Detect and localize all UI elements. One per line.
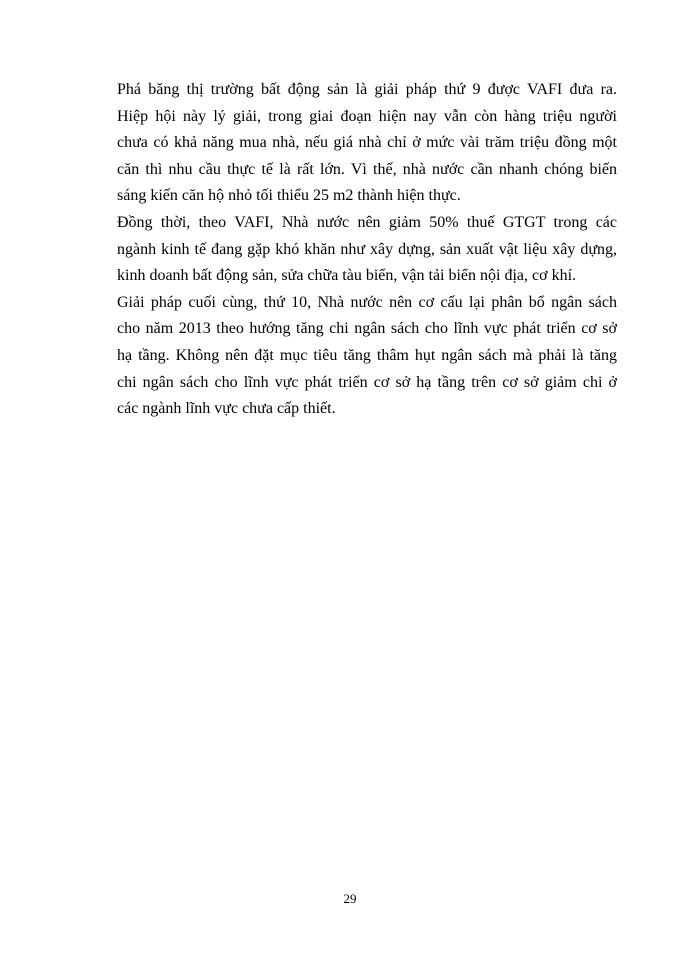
- text-line: hạ tầng. Không nên đặt mục tiêu tăng thâm hụt ngân sách mà phải là tăng: [117, 346, 617, 364]
- paragraph-vat-reduction: [117, 210, 617, 290]
- text-line: chưa có khả năng mua nhà, nếu giá nhà chỉ ở mức vài trăm triệu đồng một: [117, 134, 617, 152]
- text-line: Đồng thời, theo VAFI, Nhà nước nên giảm 50% thuế GTGT trong các: [117, 213, 617, 231]
- text-line: chi ngân sách cho lĩnh vực phát triển cơ sở hạ tầng trên cơ sở giảm chi ở: [117, 373, 617, 391]
- paragraph-real-estate: [117, 77, 617, 210]
- text-line: cho năm 2013 theo hướng tăng chi ngân sách cho lĩnh vực phát triển cơ sở: [117, 320, 617, 338]
- paragraph-budget-restructure: [117, 290, 617, 423]
- text-line: Hiệp hội này lý giải, trong giai đoạn hiện nay vẫn còn hàng triệu người: [117, 107, 617, 125]
- text-line: căn thì nhu cầu thực tế là rất lớn. Vì thế, nhà nước cần nhanh chóng biến: [117, 160, 617, 178]
- text-line: Phá băng thị trường bất động sản là giải pháp thứ 9 được VAFI đưa ra.: [117, 81, 617, 98]
- text-line: sáng kiến căn hộ nhỏ tối thiểu 25 m2 thành hiện thực.: [117, 187, 461, 205]
- text-line: các ngành lĩnh vực chưa cấp thiết.: [117, 400, 336, 418]
- text-line: ngành kinh tế đang gặp khó khăn như xây dựng, sản xuất vật liệu xây dựng,: [117, 240, 617, 258]
- text-line: kinh doanh bất động sản, sửa chữa tàu biển, vận tải biển nội địa, cơ khí.: [117, 267, 577, 285]
- page-number: 29: [343, 891, 357, 906]
- body-text: [117, 77, 617, 423]
- text-line: Giải pháp cuối cùng, thứ 10, Nhà nước nên cơ cấu lại phân bổ ngân sách: [117, 293, 617, 311]
